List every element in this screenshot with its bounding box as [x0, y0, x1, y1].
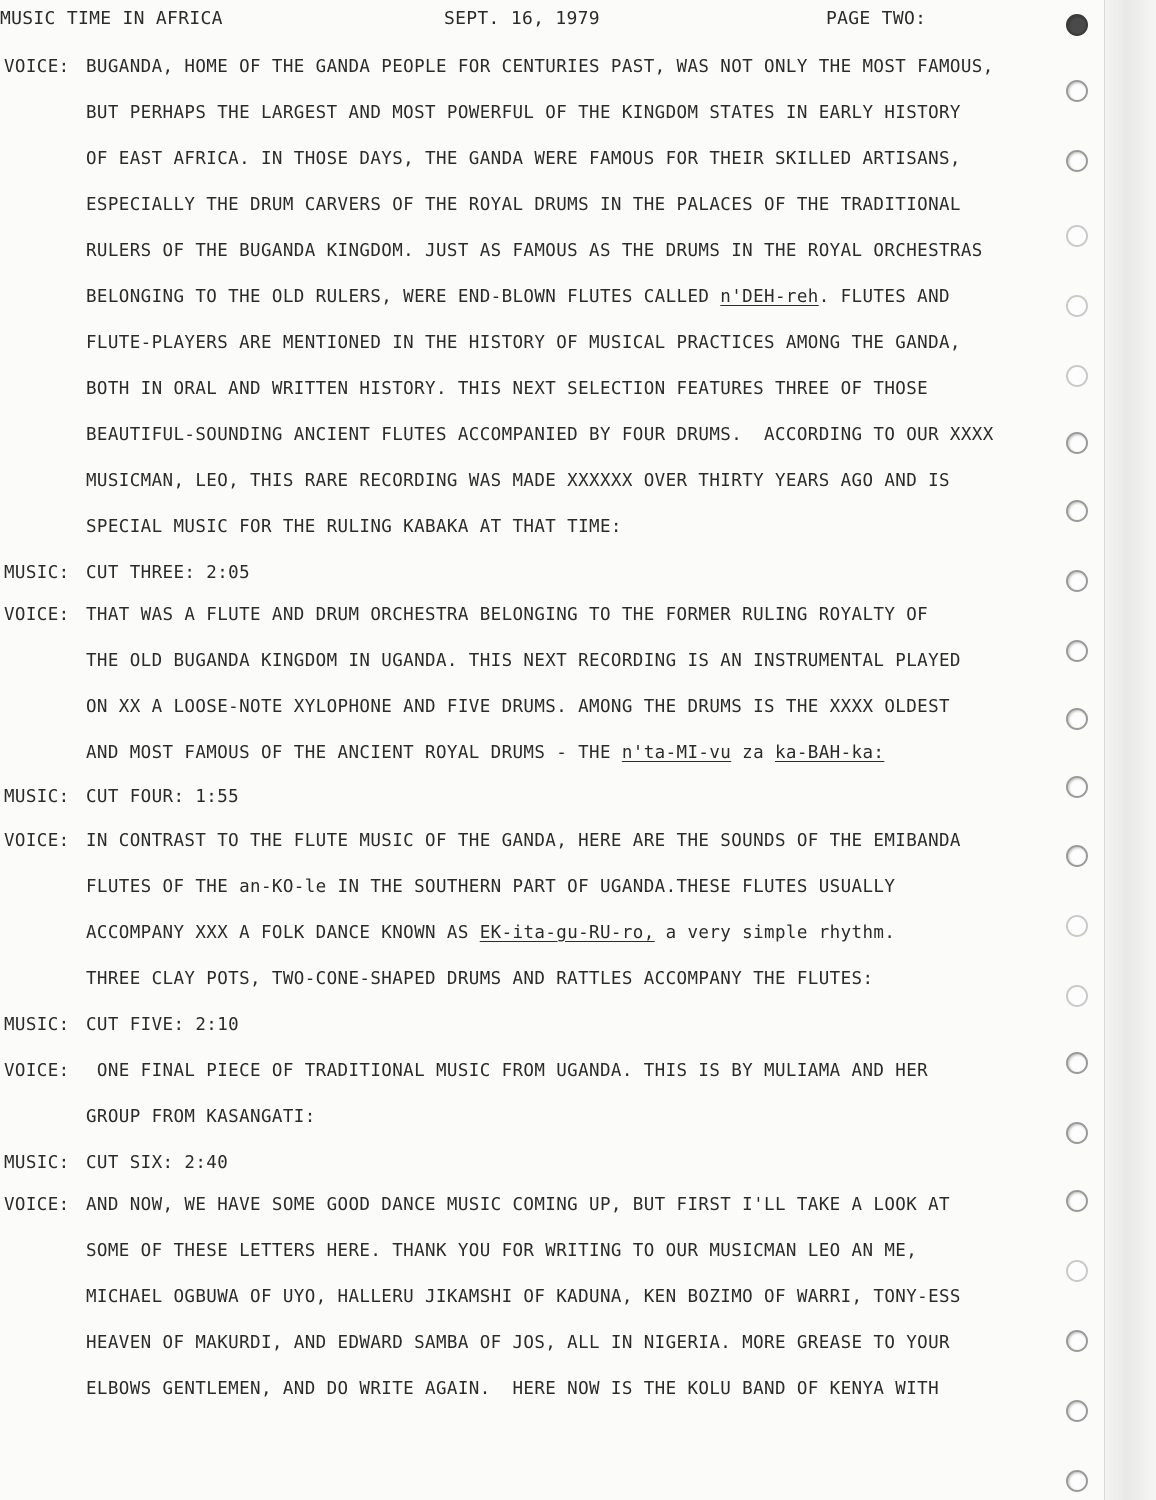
punch-hole-icon — [1066, 915, 1088, 937]
music-cue: CUT FIVE: 2:10 — [86, 1015, 240, 1035]
punch-hole-icon — [1066, 570, 1088, 592]
script-line: MUSICMAN, LEO, THIS RARE RECORDING WAS MADE XXXXXX OVER THIRTY YEARS AGO AND IS — [86, 471, 950, 491]
music-cue: CUT THREE: 2:05 — [86, 563, 251, 583]
music-label: MUSIC: — [4, 1015, 70, 1035]
music-cue: CUT SIX: 2:40 — [86, 1153, 229, 1173]
script-line-text: AND MOST FAMOUS OF THE ANCIENT ROYAL DRUMS - THE — [86, 743, 622, 763]
punch-hole-icon — [1066, 776, 1088, 798]
script-line: SOME OF THESE LETTERS HERE. THANK YOU FOR WRITING TO OUR MUSICMAN LEO AN ME, — [86, 1241, 918, 1261]
pronunciation-term: n'DEH-reh — [720, 287, 819, 307]
punch-hole-icon — [1066, 1260, 1088, 1282]
punch-hole-icon — [1066, 640, 1088, 662]
script-line: ESPECIALLY THE DRUM CARVERS OF THE ROYAL DRUMS IN THE PALACES OF THE TRADITIONAL — [86, 195, 961, 215]
punch-hole-icon — [1066, 150, 1088, 172]
script-line: BEAUTIFUL-SOUNDING ANCIENT FLUTES ACCOMPANIED BY FOUR DRUMS. ACCORDING TO OUR XXXX — [86, 425, 994, 445]
script-line: BUGANDA, HOME OF THE GANDA PEOPLE FOR CENTURIES PAST, WAS NOT ONLY THE MOST FAMOUS, — [86, 57, 994, 77]
pronunciation-term: n'ta-MI-vu — [621, 743, 732, 763]
script-line: MICHAEL OGBUWA OF UYO, HALLERU JIKAMSHI OF KADUNA, KEN BOZIMO OF WARRI, TONY-ESS — [86, 1287, 961, 1307]
punch-hole-icon — [1066, 80, 1088, 102]
punch-hole-icon — [1066, 1470, 1088, 1492]
script-line: ELBOWS GENTLEMEN, AND DO WRITE AGAIN. HERE NOW IS THE KOLU BAND OF KENYA WITH — [86, 1379, 939, 1399]
script-line-text: . FLUTES AND — [818, 287, 950, 307]
punch-hole-icon — [1066, 500, 1088, 522]
script-line: GROUP FROM KASANGATI: — [86, 1107, 316, 1127]
script-line: AND NOW, WE HAVE SOME GOOD DANCE MUSIC COMING UP, BUT FIRST I'LL TAKE A LOOK AT — [86, 1195, 950, 1215]
script-line: FLUTES OF THE an-KO-le IN THE SOUTHERN PART OF UGANDA.THESE FLUTES USUALLY — [86, 877, 896, 897]
paper-edge — [1104, 0, 1156, 1500]
punch-hole-icon — [1066, 432, 1088, 454]
script-line: BOTH IN ORAL AND WRITTEN HISTORY. THIS NEXT SELECTION FEATURES THREE OF THOSE — [86, 379, 929, 399]
pronunciation-term: EK-ita-gu-RU-ro, — [479, 923, 655, 943]
script-line: HEAVEN OF MAKURDI, AND EDWARD SAMBA OF JOS, ALL IN NIGERIA. MORE GREASE TO YOUR — [86, 1333, 950, 1353]
speaker-label: VOICE: — [4, 1195, 70, 1215]
script-line — [86, 286, 950, 308]
music-label: MUSIC: — [4, 787, 70, 807]
script-line: THAT WAS A FLUTE AND DRUM ORCHESTRA BELONGING TO THE FORMER RULING ROYALTY OF — [86, 605, 929, 625]
punch-hole-icon — [1066, 708, 1088, 730]
script-line: IN CONTRAST TO THE FLUTE MUSIC OF THE GANDA, HERE ARE THE SOUNDS OF THE EMIBANDA — [86, 831, 961, 851]
script-line: SPECIAL MUSIC FOR THE RULING KABAKA AT THAT TIME: — [86, 517, 622, 537]
script-line-text: a very simple rhythm. — [654, 923, 896, 943]
punch-hole-icon — [1066, 1122, 1088, 1144]
script-line: ONE FINAL PIECE OF TRADITIONAL MUSIC FROM UGANDA. THIS IS BY MULIAMA AND HER — [86, 1061, 929, 1081]
music-cue: CUT FOUR: 1:55 — [86, 787, 240, 807]
script-line: BUT PERHAPS THE LARGEST AND MOST POWERFUL OF THE KINGDOM STATES IN EARLY HISTORY — [86, 103, 961, 123]
script-line-text: BELONGING TO THE OLD RULERS, WERE END-BLOWN FLUTES CALLED — [86, 287, 721, 307]
script-line-text: ACCOMPANY XXX A FOLK DANCE KNOWN AS — [86, 923, 480, 943]
script-line — [86, 922, 895, 944]
punch-hole-icon — [1066, 985, 1088, 1007]
punch-hole-icon — [1066, 295, 1088, 317]
speaker-label: VOICE: — [4, 831, 70, 851]
script-line — [86, 742, 884, 764]
page-header — [0, 8, 1100, 36]
music-label: MUSIC: — [4, 1153, 70, 1173]
broadcast-date: SEPT. 16, 1979 — [444, 8, 600, 29]
punch-hole-icon — [1066, 1052, 1088, 1074]
script-line: RULERS OF THE BUGANDA KINGDOM. JUST AS FAMOUS AS THE DRUMS IN THE ROYAL ORCHESTRAS — [86, 241, 983, 261]
script-line-text: za — [731, 743, 775, 763]
punch-hole-icon — [1066, 225, 1088, 247]
music-label: MUSIC: — [4, 563, 70, 583]
speaker-label: VOICE: — [4, 57, 70, 77]
script-line: THREE CLAY POTS, TWO-CONE-SHAPED DRUMS AND RATTLES ACCOMPANY THE FLUTES: — [86, 969, 874, 989]
page-number: PAGE TWO: — [826, 8, 927, 29]
script-line: FLUTE-PLAYERS ARE MENTIONED IN THE HISTORY OF MUSICAL PRACTICES AMONG THE GANDA, — [86, 333, 961, 353]
punch-hole-icon — [1066, 845, 1088, 867]
pronunciation-term: ka-BAH-ka: — [774, 743, 885, 763]
punch-hole-icon — [1066, 1330, 1088, 1352]
speaker-label: VOICE: — [4, 605, 70, 625]
script-line: ON XX A LOOSE-NOTE XYLOPHONE AND FIVE DRUMS. AMONG THE DRUMS IS THE XXXX OLDEST — [86, 697, 950, 717]
program-title: MUSIC TIME IN AFRICA — [0, 8, 223, 29]
script-line: THE OLD BUGANDA KINGDOM IN UGANDA. THIS NEXT RECORDING IS AN INSTRUMENTAL PLAYED — [86, 651, 961, 671]
punch-hole-icon — [1066, 1190, 1088, 1212]
punch-hole-icon — [1066, 1400, 1088, 1422]
speaker-label: VOICE: — [4, 1061, 70, 1081]
punch-hole-icon — [1066, 365, 1088, 387]
script-line: OF EAST AFRICA. IN THOSE DAYS, THE GANDA WERE FAMOUS FOR THEIR SKILLED ARTISANS, — [86, 149, 961, 169]
